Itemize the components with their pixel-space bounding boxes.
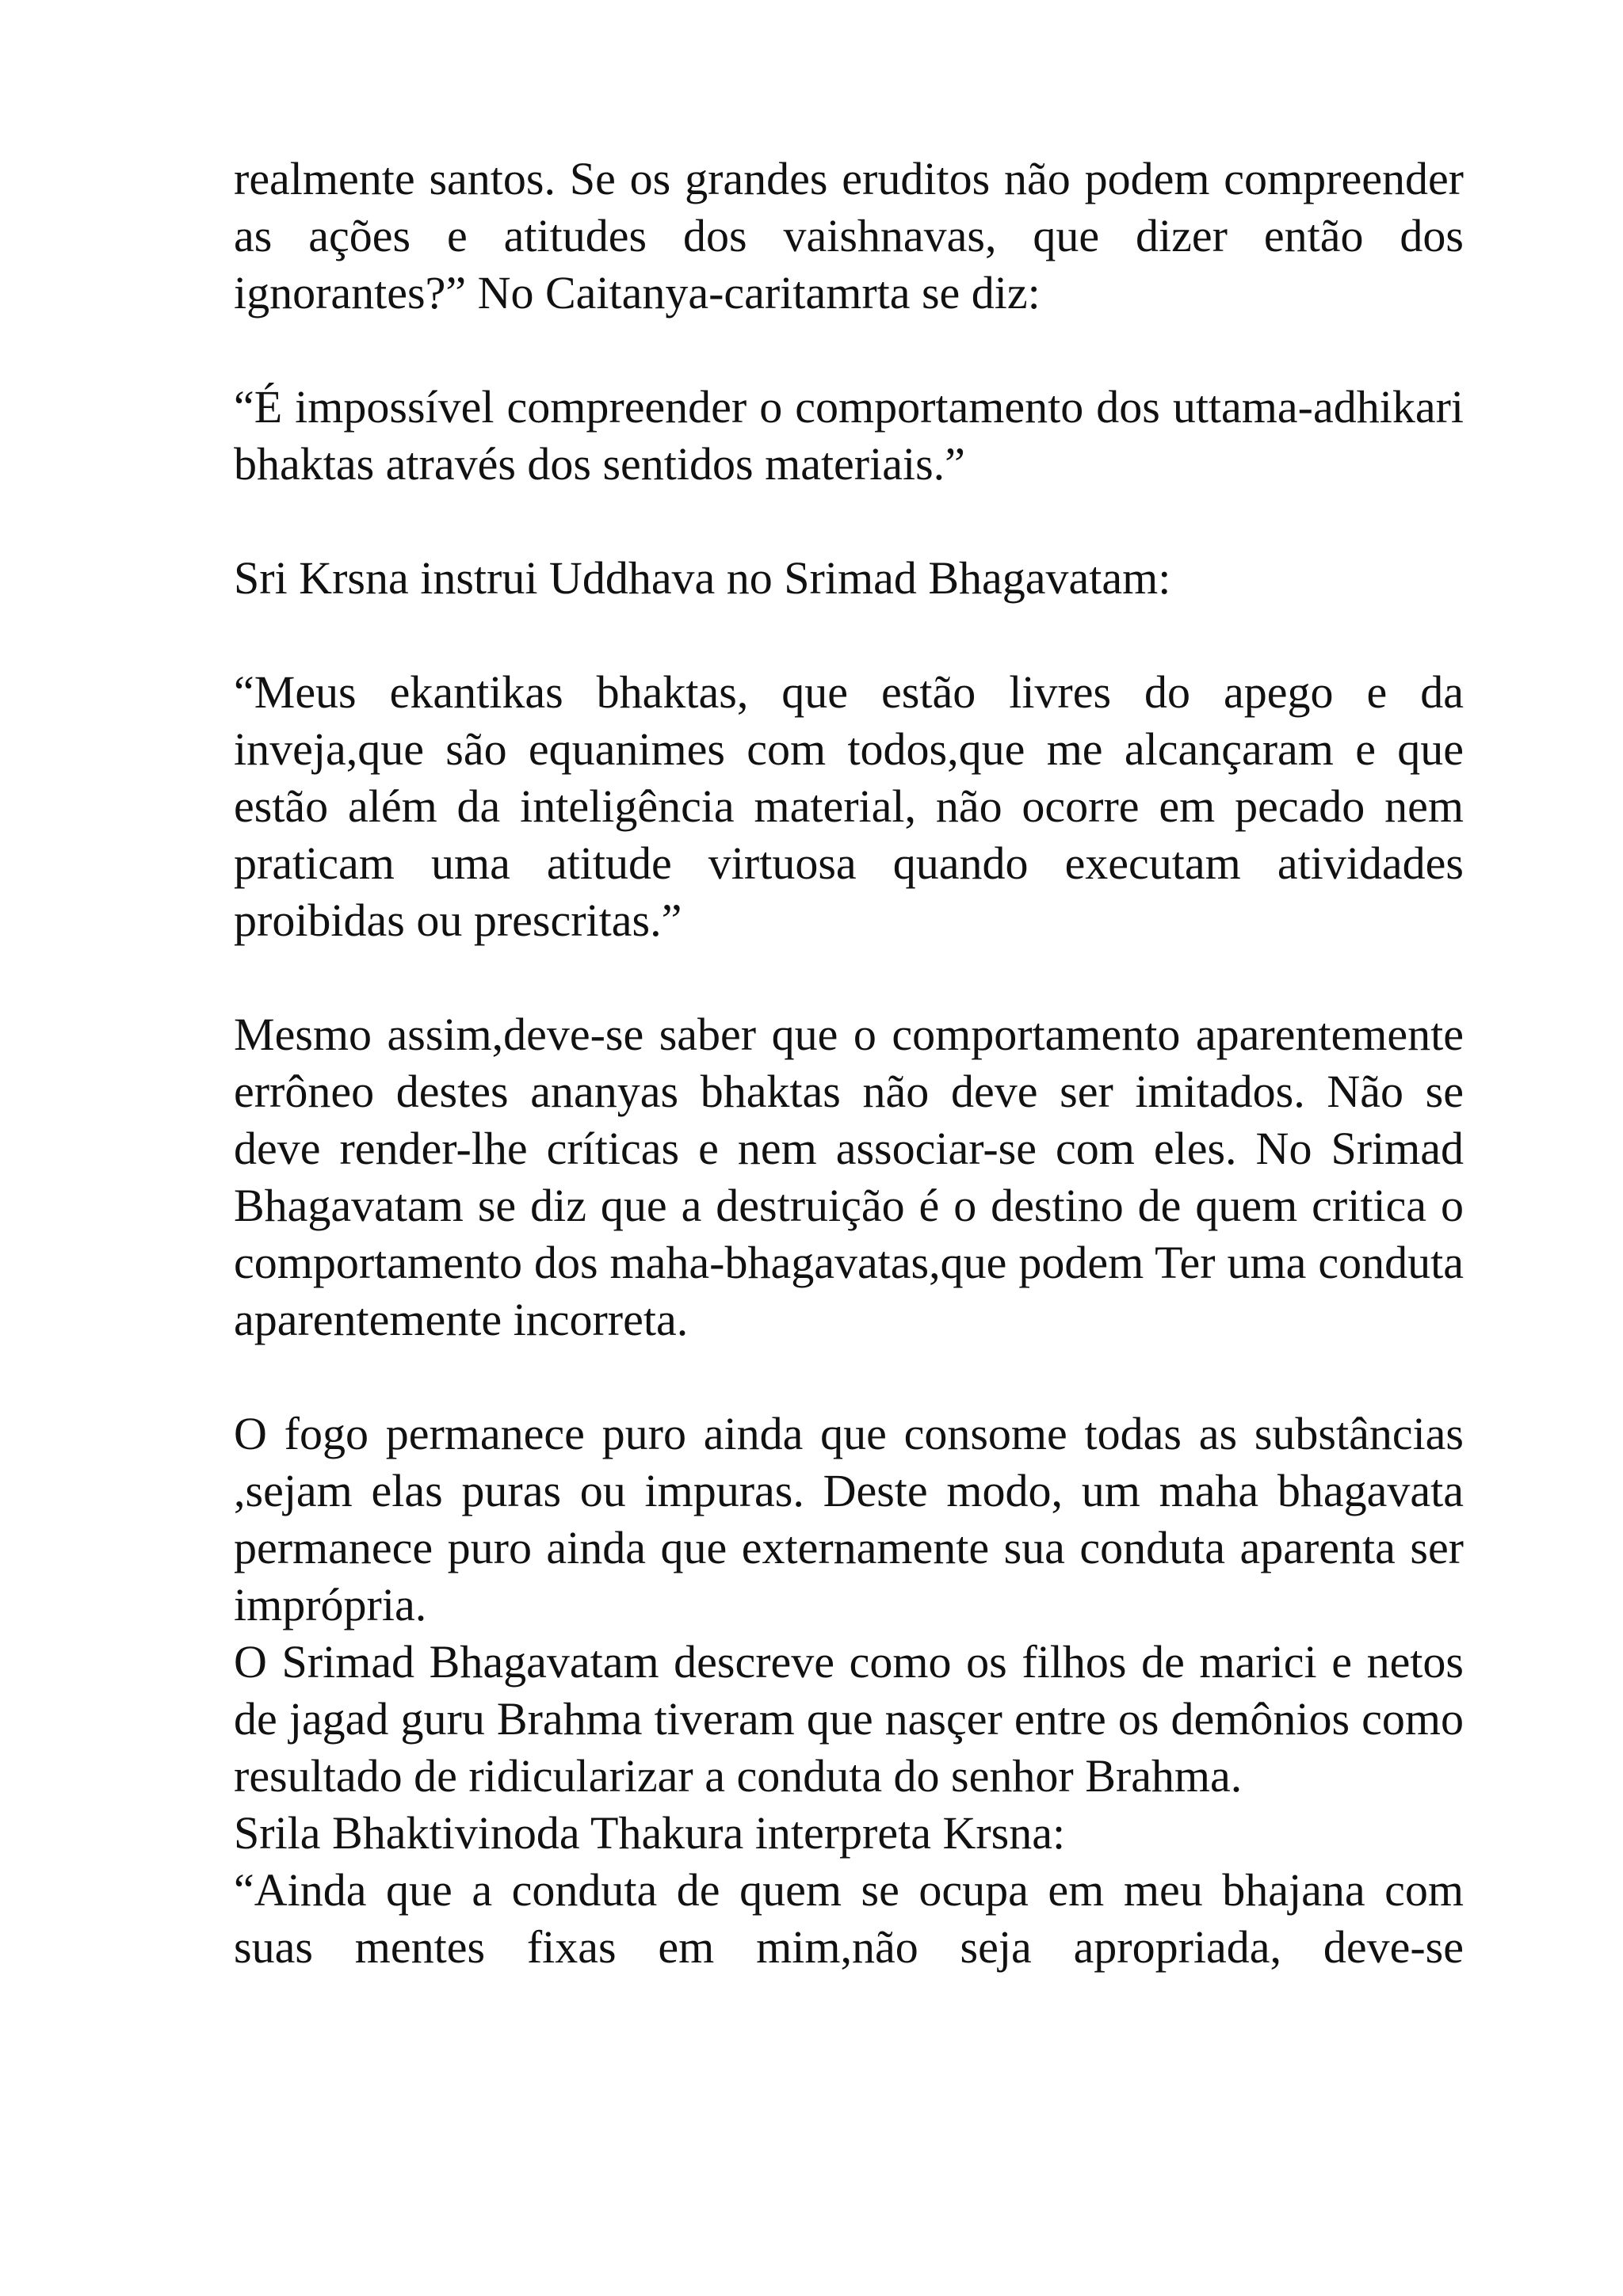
paragraph-3: Sri Krsna instrui Uddhava no Srimad Bhagavatam: <box>234 552 1171 604</box>
paragraph-6: O fogo permanece puro ainda que consome todas as substâncias ,sejam elas puras ou impuras. Deste modo, um maha bhagavata permanece puro ainda que externamente sua conduta aparenta ser imprópria. <box>234 1408 1464 1630</box>
paragraph-2: “É impossível compreender o comportamento dos uttama-adhikari bhaktas através dos sentidos materiais.” <box>234 381 1464 490</box>
paragraph-9: “Ainda que a conduta de quem se ocupa em meu bhajana com suas mentes fixas em mim,não seja apropriada, deve-se <box>234 1864 1464 1973</box>
paragraph-8: Srila Bhaktivinoda Thakura interpreta Krsna: <box>234 1807 1066 1859</box>
paragraph-4: “Meus ekantikas bhaktas, que estão livres do apego e da inveja,que são equanimes com todos,que me alcançaram e que estão além da inteligência material, não ocorre em pecado nem praticam uma atitude virtuosa quando executam atividades proibidas ou prescritas.” <box>234 666 1464 946</box>
paragraph-5: Mesmo assim,deve-se saber que o comportamento aparentemente errôneo destes ananyas bhaktas não deve ser imitados. Não se deve render-lhe críticas e nem associar-se com eles. No Srimad Bhagavatam se diz que a destruição é o destino de quem critica o comportamento dos maha-bhagavatas,que podem Ter uma conduta aparentemente incorreta. <box>234 1009 1464 1345</box>
document-page <box>234 151 1464 1976</box>
paragraph-7: O Srimad Bhagavatam descreve como os filhos de marici e netos de jagad guru Brahma tiveram que nasçer entre os demônios como resultado de ridicularizar a conduta do senhor Brahma. <box>234 1636 1464 1802</box>
paragraph-1: realmente santos. Se os grandes eruditos não podem compreender as ações e atitudes dos vaishnavas, que dizer então dos ignorantes?” No Caitanya-caritamrta se diz: <box>234 153 1464 318</box>
